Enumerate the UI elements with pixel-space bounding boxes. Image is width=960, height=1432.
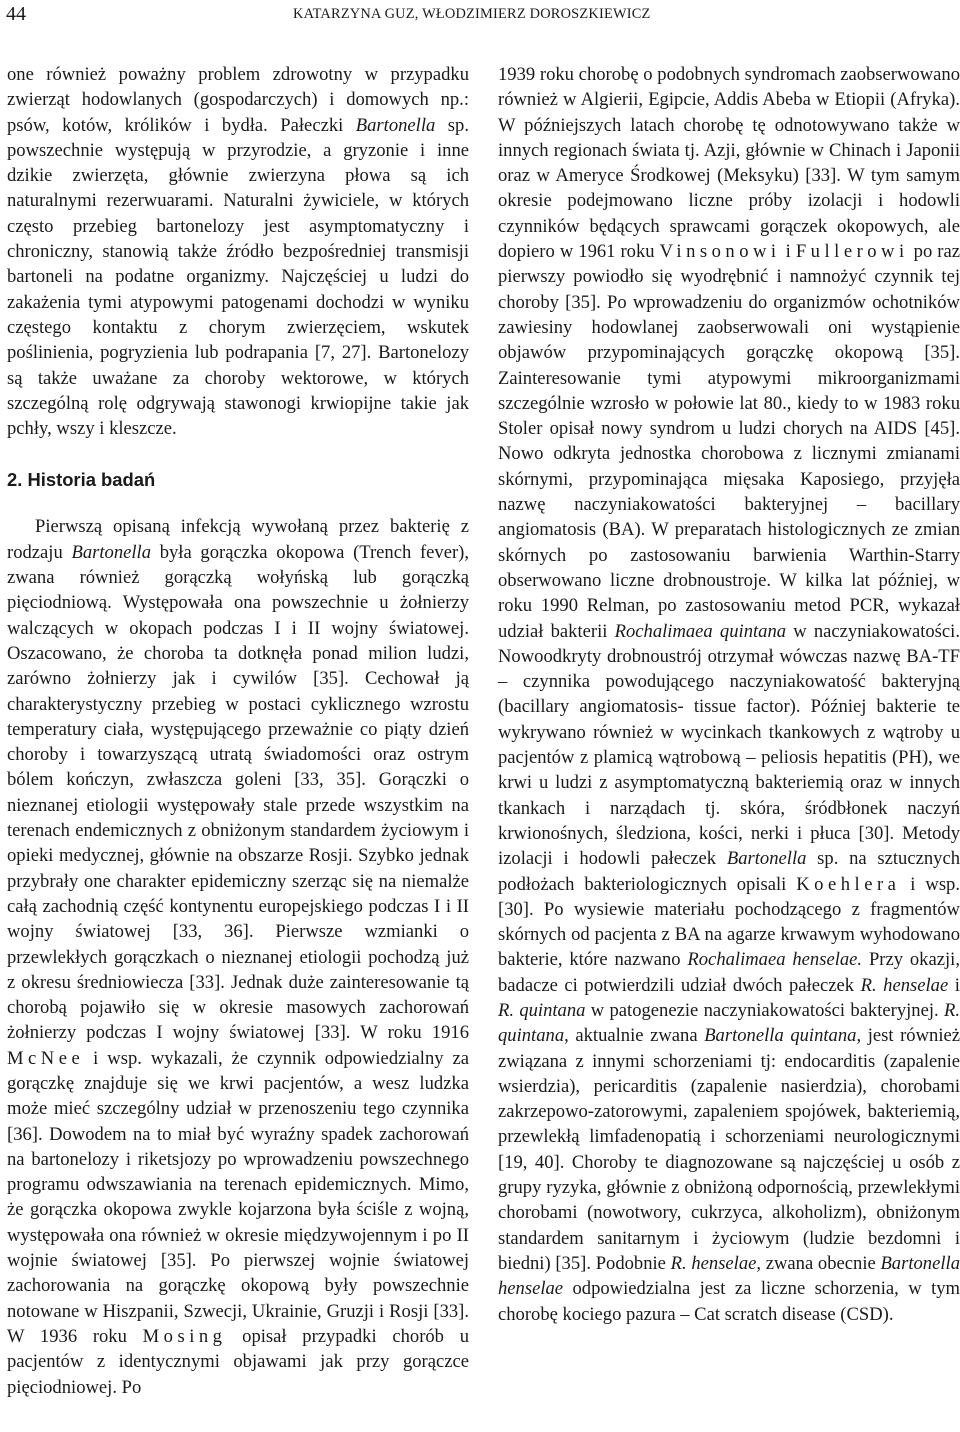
text-run: i wsp. wykazali, że czynnik odpowiedzialny za gorączkę znajduje się we krwi pacjentów, a wesz ludzka może mieć szczególny udział w przenoszeniu tego czynnika [36]. Dowodem na to miał być wyraźny spadek zachorowań na bartonelozy i riketsjozy po wprowadzeniu powszechnego programu odwszawiania na terenach epidemicznych. Mimo, że gorączka okopowa zwykle kojarzona była ściśle z wojną, występowała ona również w okresie międzywojennym i po II wojnie światowej [35]. Po pierwszej wojnie światowej zachorowania na gorączkę okopową były powszechnie notowane w Hiszpanii, Szwecji, Ukrainie, Gruzji i Rosji [33]. W 1936 roku <box>7 1047 469 1347</box>
italic-term: Bartonella quintana <box>704 1025 857 1047</box>
text-run: i <box>780 241 796 263</box>
text-run: opisał przypadki chorób u pacjentów z identycznymi objawami jak przy gorączce pięciodniowej. Po <box>7 1325 469 1398</box>
italic-term: R. quintana <box>498 999 960 1047</box>
text-run: Przy okazji, badacze ci potwierdzili udział dwóch pałeczek <box>498 949 960 996</box>
history-paragraph <box>7 514 469 1399</box>
text-run: w patogenezie naczyniakowatości bakteryjnej. <box>585 999 944 1021</box>
text-run: 1939 roku chorobę o podobnych syndromach zaobserwowano również w Algierii, Egipcie, Addis Abeba w Etiopii (Afryka). W późniejszych latach chorobę tę odnotowywano także w innych regionach świata tj. Azji, głównie w Chinach i Japonii oraz w Ameryce Środkowej (Meksyku) [33]. W tym samym okresie podejmowano liczne próby izolacji i hodowli czynników będących sprawcami gorączek okopowych, ale dopiero w 1961 roku <box>498 64 960 263</box>
italic-term: Bartonella <box>726 848 807 870</box>
spaced-author-name: Mosing <box>142 1325 227 1347</box>
text-run: i wsp. [30]. Po wysiewie materiału pochodzącego z fragmentów skórnych od pacjenta z BA na agarze krwawym wyhodowano bakterie, które nazwano <box>498 873 960 971</box>
spaced-author-name: Fullerowi <box>795 241 909 263</box>
left-column <box>7 62 469 1400</box>
text-run: Pierwszą opisaną infekcją wywołaną przez bakterię z rodzaju <box>7 516 469 563</box>
right-column <box>498 62 960 1327</box>
running-title-authors: KATARZYNA GUZ, WŁODZIMIERZ DOROSZKIEWICZ <box>293 6 651 22</box>
text-run: sp. powszechnie występują w przyrodzie, a gryzonie i inne dzikie zwierzęta, głównie zwierzyna płowa są ich naturalnymi rezerwuarami. Naturalni żywiciele, w których często przebieg bartonelozy jest asymptomatyczny i chroniczny, stanowią także źródło bezpośredniej transmisji bartoneli na podatne organizmy. Najczęściej u ludzi do zakażenia tymi atypowymi patogenami dochodzi w wyniku częstego kontaktu z chorym zwierzęciem, wskutek poślinienia, pogryzienia lub podrapania [7, 27]. Bartonelozy są także uważane za choroby wektorowe, w których szczególną rolę odgrywają stawonogi krwiopijne takie jak pchły, wszy i kleszcze. <box>7 114 469 440</box>
text-run: , zwana obecnie <box>756 1252 881 1274</box>
running-head <box>0 0 960 40</box>
text-run: po raz pierwszy powiodło się wyodrębnić i namnożyć czynnik tej choroby [35]. Po wprowadzeniu do organizmów ochotników zawiesiny hodowlanej zaobserwowali oni wystąpienie objawów przypominających gorączkę okopową [35]. Zainteresowanie tymi atypowymi mikroorganizmami szczególnie wzrosło w połowie lat 80., kiedy to w 1983 roku Stoler opisał nowy syndrom u ludzi chorych na AIDS [45]. Nowo odkryta jednostka chorobowa z licznymi zmianami skórnymi, przypominająca mięsaka Kaposiego, przyjęła nazwę naczyniakowatości bakteryjnej – bacillary angiomatosis (BA). W preparatach histologicznych ze zmian skórnych po zastosowaniu barwienia Warthin-Starry obserwowano liczne drobnoustroje. W kilka lat później, w roku 1990 Relman, po zastosowaniu metod PCR, wykazał udział bakterii <box>498 241 960 642</box>
spaced-author-name: Vinsonowi <box>659 241 781 263</box>
text-run: sp. na sztucznych podłożach bakteriologicznych opisali <box>498 848 960 895</box>
section-heading-history: 2. Historia badań <box>7 469 156 491</box>
text-run: w naczyniakowatości. Nowoodkryty drobnoustrój otrzymał wówczas nazwę BA-TF – czynnika powodującego naczyniakowatość bakteryjną (bacillary angiomatosis- tissue factor). Później bakterie te wykrywano również w wycinkach tkankowych z wątroby u pacjentów z plamicą wątrobową – peliosis hepatitis (PH), we krwi u ludzi z asymptomatyczną bakteriemią oraz w innych tkankach i narządach tj. skóra, śródbłonek naczyń krwionośnych, śledziona, kości, nerki i płuca [30]. Metody izolacji i hodowli pałeczek <box>498 620 960 870</box>
italic-term: R. henselae <box>860 974 949 996</box>
spaced-author-name: McNee <box>7 1047 85 1069</box>
italic-term: R. henselae <box>670 1252 757 1274</box>
text-run: i <box>948 974 960 996</box>
text-run: , aktualnie zwana <box>564 1025 705 1047</box>
page-number: 44 <box>6 3 26 25</box>
spaced-author-name: Koehlera <box>796 873 901 895</box>
history-paragraph-continued <box>498 62 960 1327</box>
text-run: , jest również związana z innymi schorzeniami tj: endocarditis (zapalenie wsierdzia), pericarditis (zapalenie nasierdzia), chorobami zakrzepowo-zatorowymi, zapaleniem spojówek, bakteriemią, przewlekłą limfadenopatią i schorzeniami neurologicznymi [19, 40]. Choroby te diagnozowane są najczęściej u osób z grupy ryzyka, głównie z obniżoną odpornością, przewlekłymi chorobami (nowotwory, cukrzyca, alkoholizm), obniżonym standardem sanitarnym i życiowym (ludzie bezdomni i biedni) [35]. Podobnie <box>498 1025 960 1274</box>
text-run: odpowiedzialna jest za liczne schorzenia, w tym chorobę kociego pazura – Cat scratch disease (CSD). <box>498 1278 960 1325</box>
italic-term: Bartonella <box>71 541 152 563</box>
intro-paragraph-continued <box>7 62 469 441</box>
italic-term: R. quintana <box>498 999 586 1021</box>
italic-term: Bartonella henselae <box>498 1252 960 1300</box>
italic-term: Bartonella <box>355 114 436 136</box>
italic-term: Rochalimaea quintana <box>614 620 787 642</box>
italic-term: Rochalimaea henselae. <box>687 949 863 971</box>
text-run: była gorączka okopowa (Trench fever), zwana również gorączką wołyńską lub gorączką pięciodniową. Występowała ona powszechnie u żołnierzy walczących w okopach podczas I i II wojny światowej. Oszacowano, że choroba ta dotknęła ponad milion ludzi, zarówno żołnierzy jak i cywilów [35]. Cechował ją charakterystyczny przebieg w postaci cyklicznego wzrostu temperatury ciała, występującego przeważnie co piąty dzień choroby i towarzyszącą utratą świadomości oraz ostrym bólem kończyn, zwłaszcza goleni [33, 35]. Gorączki o nieznanej etiologii występowały stale przede wszystkim na terenach endemicznych z obniżonym standardem życiowym i opieki medycznej, głównie na obszarze Rosji. Szybko jednak przybrały one charakter epidemiczny szerząc się na niemalże całą zachodnią część kontynentu europejskiego podczas I i II wojny światowej [33, 36]. Pierwsze wzmianki o przewlekłych gorączkach o nieznanej etiologii pochodzą już z okresu średniowiecza [33]. Jednak duże zainteresowanie tą chorobą pojawiło się w okresie masowych zachorowań żołnierzy podczas I wojny światowej [33]. W roku 1916 <box>7 541 470 1044</box>
text-run: one również poważny problem zdrowotny w przypadku zwierząt hodowlanych (gospodarczych) i domowych np.: psów, kotów, królików i bydła. Pałeczki <box>7 64 469 136</box>
